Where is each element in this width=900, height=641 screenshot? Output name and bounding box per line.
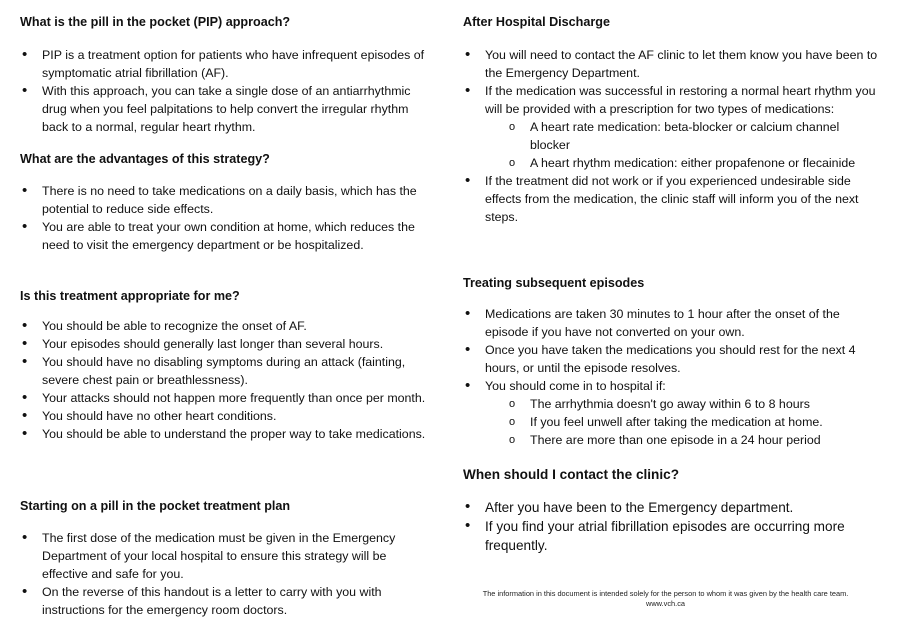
- list-item: • You are able to treat your own condition at home, which reduces the need to visit the emergency department or be hospitalized.: [20, 218, 430, 254]
- list-item: • You should have no other heart conditions.: [20, 407, 430, 425]
- list-item: • Once you have taken the medications you should rest for the next 4 hours, or until the episode resolves.: [463, 341, 878, 377]
- list-item: • After you have been to the Emergency department.: [463, 498, 878, 517]
- list-item: • You should be able to understand the proper way to take medications.: [20, 425, 430, 443]
- discharge-heading: After Hospital Discharge: [463, 15, 610, 29]
- list-item: • Your attacks should not happen more frequently than once per month.: [20, 389, 430, 407]
- footer: [463, 589, 868, 609]
- list-item: • If you find your atrial fibrillation episodes are occurring more frequently.: [463, 517, 878, 555]
- list-item: • With this approach, you can take a single dose of an antiarrhythmic drug when you feel palpitations to help convert the irregular rhythm back to a normal, regular heart rhythm.: [20, 82, 430, 136]
- website-link[interactable]: www.vch.ca: [645, 599, 686, 608]
- appropriate-list: [20, 317, 430, 443]
- contact-heading: When should I contact the clinic?: [463, 467, 679, 482]
- appropriate-heading: Is this treatment appropriate for me?: [20, 289, 240, 303]
- list-item-text: If the medication was successful in restoring a normal heart rhythm you will be provided with a prescription for two types of medications:: [485, 84, 876, 116]
- subsequent-list: [463, 305, 878, 449]
- list-item: • There is no need to take medications on a daily basis, which has the potential to reduce side effects.: [20, 182, 430, 218]
- list-item: • You will need to contact the AF clinic to let them know you have been to the Emergency Department.: [463, 46, 878, 82]
- sub-list-item: o There are more than one episode in a 24 hour period: [485, 431, 878, 449]
- list-item: [463, 377, 878, 449]
- list-item: • Medications are taken 30 minutes to 1 hour after the onset of the episode if you have not converted on your own.: [463, 305, 878, 341]
- sub-list-item: o A heart rhythm medication: either propafenone or flecainide: [485, 154, 878, 172]
- sub-list-item: o The arrhythmia doesn't go away within 6 to 8 hours: [485, 395, 878, 413]
- discharge-list: [463, 46, 878, 226]
- list-item: • On the reverse of this handout is a letter to carry with you with instructions for the emergency room doctors.: [20, 583, 430, 619]
- list-item-text: You should come in to hospital if:: [485, 379, 666, 393]
- list-item: • You should be able to recognize the onset of AF.: [20, 317, 430, 335]
- list-item: • The first dose of the medication must be given in the Emergency Department of your local hospital to ensure this strategy will be effective and safe for you.: [20, 529, 430, 583]
- list-item: • You should have no disabling symptoms during an attack (fainting, severe chest pain or breathlessness).: [20, 353, 430, 389]
- subsequent-heading: Treating subsequent episodes: [463, 276, 645, 290]
- disclaimer-text: The information in this document is intended solely for the person to whom it was given by the health care team.: [482, 589, 849, 598]
- pip-list: [20, 46, 430, 136]
- list-item: • If the treatment did not work or if you experienced undesirable side effects from the medication, the clinic staff will inform you of the next steps.: [463, 172, 878, 226]
- list-item: • Your episodes should generally last longer than several hours.: [20, 335, 430, 353]
- starting-heading: Starting on a pill in the pocket treatment plan: [20, 499, 291, 513]
- list-item: • PIP is a treatment option for patients who have infrequent episodes of symptomatic atrial fibrillation (AF).: [20, 46, 430, 82]
- advantages-heading: What are the advantages of this strategy?: [20, 152, 270, 166]
- sub-list-item: o If you feel unwell after taking the medication at home.: [485, 413, 878, 431]
- come-to-hospital-list: [485, 395, 878, 449]
- list-item: [463, 82, 878, 172]
- sub-list-item: o A heart rate medication: beta-blocker or calcium channel blocker: [485, 118, 878, 154]
- advantages-list: [20, 182, 430, 254]
- medication-types-list: [485, 118, 878, 172]
- contact-list: [463, 498, 878, 555]
- pip-heading: What is the pill in the pocket (PIP) approach?: [20, 15, 291, 29]
- starting-list: [20, 529, 430, 619]
